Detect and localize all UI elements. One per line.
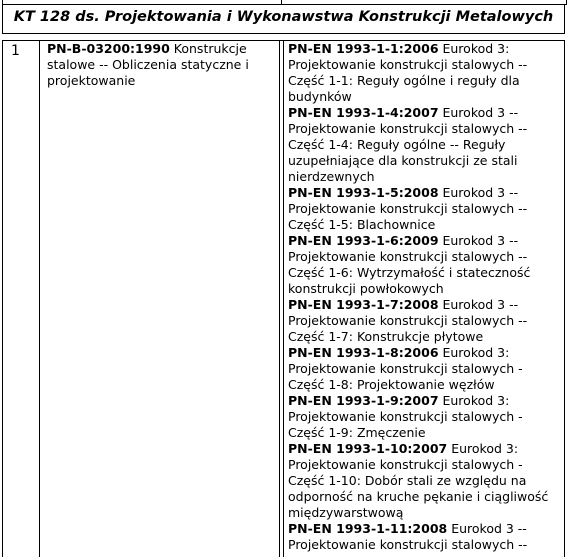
standard-title: Eurokod 3 -- Projektowanie konstrukcji stalowych -- Część 1-6: Wytrzymałość i stateczność konstrukcji powłokowych	[288, 233, 531, 296]
table-row	[2, 40, 565, 557]
standard-code: PN-EN 1993-1-5:2008	[288, 185, 439, 200]
column-divider	[283, 41, 284, 557]
standard-entry	[47, 41, 277, 89]
standard-title: Eurokod 3 -- Projektowanie konstrukcji stalowych -- Część 1-4: Reguły ogólne -- Reguły uzupełniające dla konstrukcji ze stali nierdzewnych	[288, 105, 528, 184]
standard-code: PN-EN 1993-1-10:2007	[288, 441, 448, 456]
standard-title: Eurokod 3: Projektowanie konstrukcji stalowych - Część 1-9: Zmęczenie	[288, 393, 523, 440]
standard-code: PN-EN 1993-1-8:2006	[288, 345, 439, 360]
replacement-standards-cell	[288, 41, 558, 553]
standard-entry	[288, 185, 558, 233]
standard-code: PN-EN 1993-1-11:2008	[288, 521, 448, 536]
standard-entry	[288, 393, 558, 441]
row-number: 1	[11, 43, 20, 59]
column-divider	[279, 41, 280, 557]
standard-code: PN-EN 1993-1-7:2008	[288, 297, 439, 312]
standard-title: Eurokod 3: Projektowanie konstrukcji stalowych - Część 1-10: Dobór stali ze względu na odporność na kruche pękanie i ciągliwość międzywarstwową	[288, 441, 549, 520]
standard-code: PN-EN 1993-1-4:2007	[288, 105, 439, 120]
standard-title: Eurokod 3 -- Projektowanie konstrukcji stalowych --	[288, 521, 528, 552]
committee-header	[2, 5, 565, 34]
standard-code: PN-EN 1993-1-9:2007	[288, 393, 439, 408]
standard-entry	[288, 233, 558, 297]
standard-entry	[288, 521, 558, 553]
standard-entry	[288, 297, 558, 345]
standard-title: Eurokod 3 -- Projektowanie konstrukcji stalowych -- Część 1-5: Blachownice	[288, 185, 528, 232]
column-divider	[39, 41, 40, 557]
standard-entry	[288, 105, 558, 185]
column-divider	[281, 0, 282, 4]
standard-title: Eurokod 3: Projektowanie konstrukcji stalowych -- Część 1-1: Reguły ogólne i reguły dla budynków	[288, 41, 528, 104]
standard-title: Eurokod 3 -- Projektowanie konstrukcji stalowych -- Część 1-7: Konstrukcje płytowe	[288, 297, 528, 344]
standard-title: Eurokod 3: Projektowanie konstrukcji stalowych - Część 1-8: Projektowanie węzłów	[288, 345, 523, 392]
standard-code: PN-B-03200:1990	[47, 41, 170, 56]
standard-entry	[288, 41, 558, 105]
committee-title: KT 128 ds. Projektowania i Wykonawstwa Konstrukcji Metalowych	[13, 9, 554, 25]
standard-entry	[288, 345, 558, 393]
withdrawn-standard-cell	[47, 41, 277, 89]
standard-title: Konstrukcje stalowe -- Obliczenia statyczne i projektowanie	[47, 41, 249, 88]
standard-entry	[288, 441, 558, 521]
standard-code: PN-EN 1993-1-1:2006	[288, 41, 439, 56]
standard-code: PN-EN 1993-1-6:2009	[288, 233, 439, 248]
